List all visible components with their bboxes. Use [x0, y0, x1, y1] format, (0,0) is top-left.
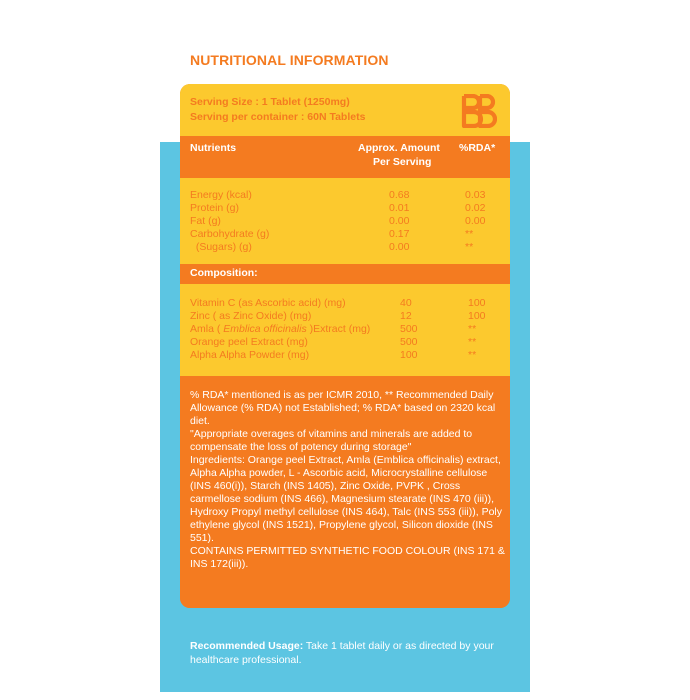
nutrient-amount: 0.00	[389, 241, 410, 253]
header-amount-line1: Approx. Amount	[358, 142, 440, 154]
nutrient-rda: 0.03	[465, 189, 486, 201]
nutrient-name: Protein (g)	[190, 202, 240, 214]
nutrition-card	[180, 84, 510, 608]
composition-amount: 500	[400, 323, 418, 335]
serving-size: Serving Size : 1 Tablet (1250mg)	[190, 96, 350, 108]
nutrient-name: (Sugars) (g)	[190, 241, 252, 253]
composition-name-italic: Emblica officinalis	[223, 323, 307, 335]
composition-rda: **	[468, 349, 477, 361]
header-amount-line2: Per Serving	[373, 156, 432, 168]
composition-rda: 100	[468, 297, 486, 309]
notes-text	[190, 389, 506, 571]
nutrient-rda: 0.00	[465, 215, 486, 227]
rda-note: % RDA* mentioned is as per ICMR 2010, ** Recommended Daily Allowance (% RDA) not Established; % RDA* based on 2320 kcal diet.	[190, 389, 496, 427]
composition-amount: 12	[400, 310, 412, 322]
table-header	[180, 136, 510, 178]
label-panel	[160, 8, 530, 692]
usage-label: Recommended Usage:	[190, 640, 304, 652]
composition-amount: 40	[400, 297, 412, 309]
page-title: NUTRITIONAL INFORMATION	[190, 52, 389, 68]
nutrient-rda: **	[465, 228, 474, 240]
overages-note: "Appropriate overages of vitamins and minerals are added to compensate the loss of potency during storage"	[190, 428, 473, 453]
nutrient-name: Fat (g)	[190, 215, 221, 227]
header-nutrients: Nutrients	[190, 142, 237, 154]
serving-section	[180, 84, 510, 136]
composition-name-prefix: Amla (	[190, 323, 224, 335]
header-rda: %RDA*	[459, 142, 496, 154]
recommended-usage	[190, 639, 520, 667]
ingredients-note: Ingredients: Orange peel Extract, Amla (Emblica officinalis) extract, Alpha Alpha powder, L - Ascorbic acid, Microcrystalline cellulose (INS 460(i)), Starch (INS 1405), Zinc Oxide, PVPK , Cross carmellose sodium (INS 466), Magnesium stearate (INS 470 (iii)), Hydroxy Propyl methyl cellulose (INS 464), Talc (INS 553 (iii)), Poly ethylene glycol (INS 1521), Propylene glycol, Silicon dioxide (INS 551).	[190, 454, 502, 544]
composition-amount: 100	[400, 349, 418, 361]
nutrient-amount: 0.68	[389, 189, 410, 201]
composition-rda: **	[468, 323, 477, 335]
composition-name: Zinc ( as Zinc Oxide) (mg)	[190, 310, 312, 322]
colour-note: CONTAINS PERMITTED SYNTHETIC FOOD COLOUR (INS 171 & INS 172(iii)).	[190, 545, 505, 570]
usage-text: Take 1 tablet daily or as directed by your healthcare professional.	[190, 640, 494, 666]
notes-section	[180, 376, 510, 608]
composition-amount: 500	[400, 336, 418, 348]
nutrient-name: Energy (kcal)	[190, 189, 252, 201]
composition-name-suffix: )Extract (mg)	[306, 323, 371, 335]
nutrient-rda: 0.02	[465, 202, 486, 214]
composition-name: Vitamin C (as Ascorbic acid) (mg)	[190, 297, 346, 309]
serving-per-container: Serving per container : 60N Tablets	[190, 111, 366, 123]
composition-section	[180, 284, 510, 376]
composition-rda: 100	[468, 310, 486, 322]
nutrient-rda: **	[465, 241, 474, 253]
nutrient-amount: 0.00	[389, 215, 410, 227]
bb-logo-icon	[461, 94, 497, 128]
composition-name	[190, 323, 370, 335]
composition-name: Orange peel Extract (mg)	[190, 336, 308, 348]
nutrients-section	[180, 178, 510, 264]
nutrient-amount: 0.01	[389, 202, 410, 214]
composition-rda: **	[468, 336, 477, 348]
composition-name: Alpha Alpha Powder (mg)	[190, 349, 310, 361]
composition-title: Composition:	[190, 267, 258, 279]
nutrient-amount: 0.17	[389, 228, 410, 240]
composition-header	[180, 264, 510, 284]
nutrient-name: Carbohydrate (g)	[190, 228, 270, 240]
